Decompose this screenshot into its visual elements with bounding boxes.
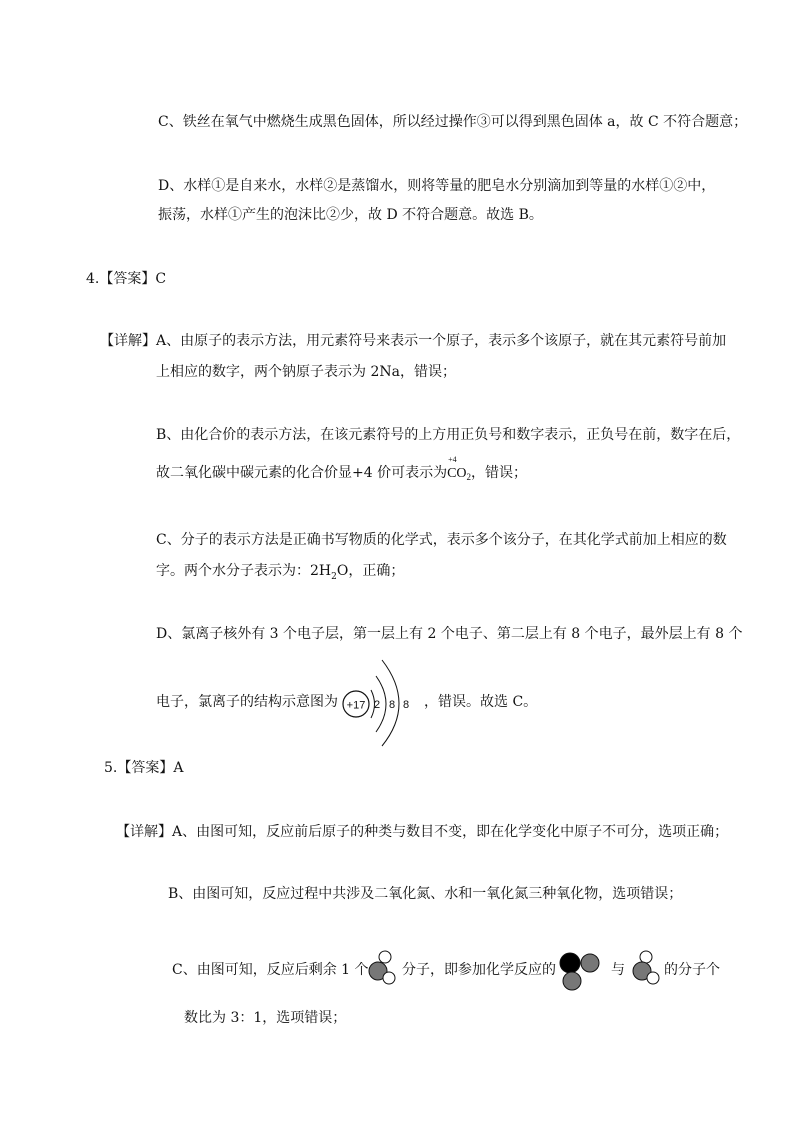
q5-option-c-part2: 分子，即参加化学反应的 (402, 962, 556, 978)
q5-answer-heading: 5.【答案】A (104, 760, 184, 776)
co2-subscript: 2 (466, 472, 472, 482)
q5-option-a: A、由图可知，反应前后原子的种类与数目不变，即在化学变化中原子不可分，选项正确； (172, 824, 729, 840)
q5-option-c-part4: 的分子个 (664, 962, 720, 978)
q5-detail-line1 (116, 822, 728, 842)
white-atom-top (379, 951, 391, 963)
q4-option-d-line2-suffix: ，错误。故选 C。 (424, 694, 538, 710)
q3-option-d-line2: 振荡，水样①产生的泡沫比②少，故 D 不符合题意。故选 B。 (158, 207, 543, 223)
q5-option-c-line2: 数比为 3：1，选项错误； (184, 1010, 347, 1026)
white-atom-top (640, 951, 652, 963)
q5-detail-label: 【详解】 (116, 824, 172, 840)
q3-option-d-line1: D、水样①是自来水，水样②是蒸馏水，则将等量的肥皂水分别滴加到等量的水样①②中， (158, 178, 716, 194)
molecule-black-gray-gray-icon (558, 950, 604, 992)
q4-option-c-line2 (156, 561, 404, 587)
q4-option-a-line1: A、由原子的表示方法，用元素符号来表示一个原子，表示多个该原子，就在其元素符号前加 (156, 333, 727, 349)
q4-option-b-line2 (156, 455, 528, 487)
q4-option-b-line2-suffix: ，错误； (471, 465, 528, 481)
ion-shell-2-count: 8 (388, 699, 396, 711)
co2-symbol: CO (447, 466, 467, 481)
molecule-gray-white-white-icon (367, 950, 397, 986)
q4-detail-label: 【详解】 (100, 333, 156, 349)
co2-charge: +4 (448, 455, 457, 464)
q4-option-d-line1: D、氯离子核外有 3 个电子层，第一层上有 2 个电子、第二层上有 8 个电子，最外层上有 8 个 (156, 626, 743, 642)
q4-answer-heading: 4.【答案】C (86, 271, 167, 287)
ion-shell-1-count: 2 (373, 699, 381, 711)
q4-option-b-line2-prefix: 故二氧化碳中碳元素的化合价显+4 价可表示为 (156, 465, 448, 481)
ion-nucleus-label: +17 (346, 699, 366, 712)
molecule-gray-white-white-icon-2 (631, 950, 661, 986)
q5-option-b: B、由图可知，反应过程中共涉及二氧化氮、水和一氧化氮三种氧化物，选项错误； (168, 886, 683, 902)
white-atom-bottom (383, 972, 395, 984)
q4-option-a-line2: 上相应的数字，两个钠原子表示为 2Na，错误； (156, 364, 456, 380)
ion-shell-3-count: 8 (402, 699, 410, 711)
chloride-ion-structure-icon (338, 652, 420, 748)
q5-option-c-part3: 与 (611, 962, 625, 978)
co2-valence-formula (447, 455, 472, 487)
q4-detail-line1 (100, 331, 726, 351)
white-atom-bottom (647, 972, 659, 984)
q4-option-d-line2-prefix: 电子，氯离子的结构示意图为 (156, 694, 338, 710)
q4-option-c-line1: C、分子的表示方法是正确书写物质的化学式，表示多个该分子，在其化学式前加上相应的数 (156, 532, 727, 548)
q5-option-c-part1: C、由图可知，反应后剩余 1 个 (172, 962, 369, 978)
gray-atom-right (581, 954, 599, 972)
q4-option-c-line2-suffix: O，正确； (336, 563, 405, 579)
black-atom (560, 953, 580, 973)
q3-option-c: C、铁丝在氧气中燃烧生成黑色固体，所以经过操作③可以得到黑色固体 a，故 C 不符合题意； (158, 114, 748, 130)
q4-option-c-line2-prefix: 字。两个水分子表示为：2H (156, 563, 332, 579)
q4-option-b-line1: B、由化合价的表示方法，在该元素符号的上方用正负号和数字表示，正负号在前，数字在后， (156, 427, 741, 443)
gray-atom-bottom (563, 972, 581, 990)
q4-option-c-line2-sub: 2 (331, 571, 337, 582)
